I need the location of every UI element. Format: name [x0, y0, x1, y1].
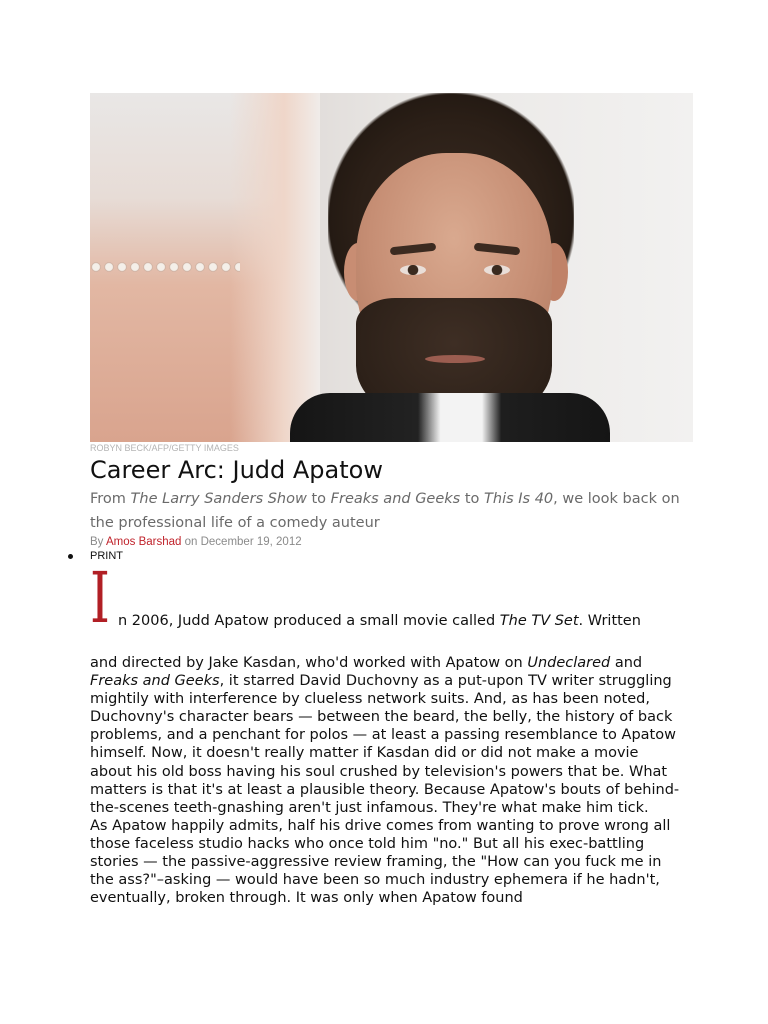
article-body — [90, 557, 680, 907]
paragraph-2: As Apatow happily admits, half his drive comes from wanting to prove wrong all those faceless studio hacks who once told him "no." But all his exec-battling stories — the passive-aggressive review framing, the "How can you fuck me in the ass?"–asking — would have been so much industry ephemera if he hadn't, eventually, broken through. It was only when Apatow found — [90, 817, 671, 907]
article-dek: From The Larry Sanders Show to Freaks and Geeks to This Is 40, we look back on the professional life of a comedy auteur — [90, 491, 680, 531]
author-link[interactable]: Amos Barshad — [105, 536, 182, 548]
print-link[interactable]: PRINT — [90, 549, 693, 563]
article-tools — [90, 549, 693, 563]
photo-credit: ROBYN BECK/AFP/GETTY IMAGES — [90, 443, 239, 453]
article-title: Career Arc: Judd Apatow — [90, 456, 383, 484]
paragraph-1: and directed by Jake Kasdan, who'd worked with Apatow on Undeclared and Freaks and Geeks, it starred David Duchovny as a put-upon TV writer struggling mightily with interference by clueless network suits. And, as has been noted, Duchovny's character bears — between the beard, the belly, the history of back problems, and a penchant for polos — at least a passing resemblance to Apatow himself. Now, it doesn't really matter if Kasdan did or did not make a movie about his old boss having his soul crushed by television's powers that be. What matters is that it's at least a plausible theory. Because Apatow's bouts of behind-the-scenes teeth-gnashing aren't just infamous. They're what make him tick. — [90, 655, 680, 816]
byline: By Amos Barshad on December 19, 2012 — [90, 536, 302, 548]
publish-date: December 19, 2012 — [200, 536, 302, 548]
first-line: n 2006, Judd Apatow produced a small movie called The TV Set. Written — [118, 613, 641, 629]
drop-cap: I — [90, 557, 110, 639]
hero-photo — [90, 93, 693, 442]
article — [90, 93, 693, 907]
